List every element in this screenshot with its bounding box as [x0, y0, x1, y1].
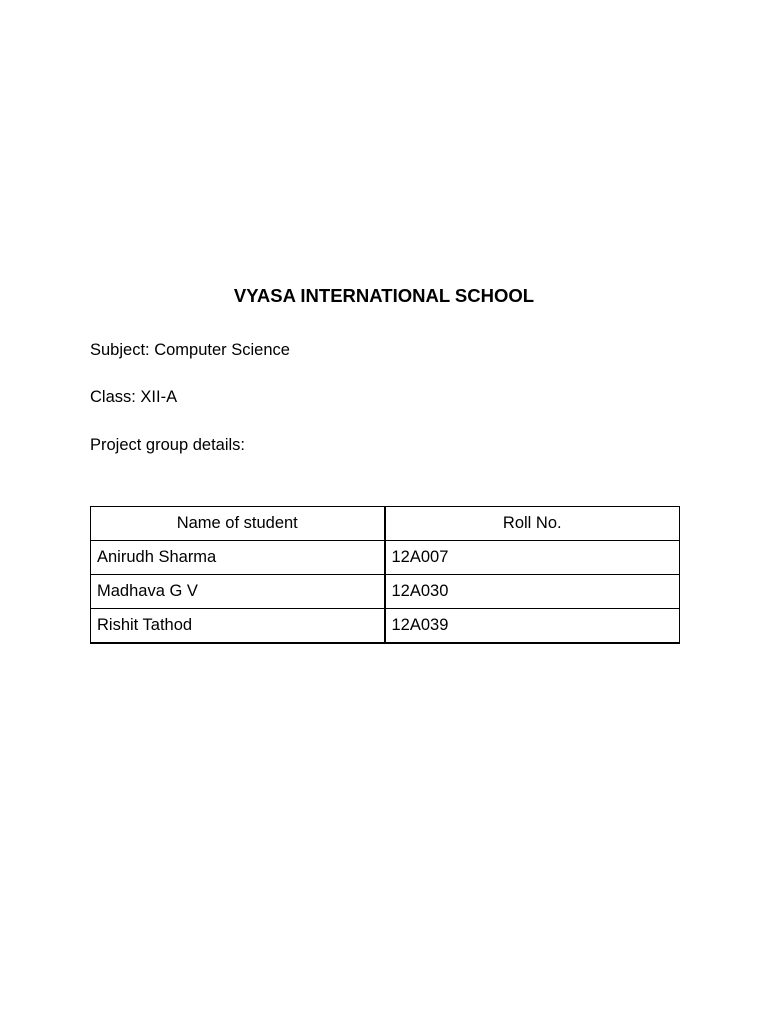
roll-number-cell: 12A007: [385, 541, 680, 575]
table-row: [91, 575, 680, 609]
table-row: [91, 609, 680, 643]
table-row: [91, 541, 680, 575]
student-name-cell: Anirudh Sharma: [91, 541, 385, 575]
column-header-roll: Roll No.: [385, 507, 680, 541]
class-line: Class: XII-A: [90, 388, 178, 406]
student-name-cell: Madhava G V: [91, 575, 385, 609]
project-group-table: [90, 506, 680, 644]
column-header-name: Name of student: [91, 507, 385, 541]
school-title: VYASA INTERNATIONAL SCHOOL: [233, 285, 535, 306]
roll-number-cell: 12A039: [385, 609, 680, 643]
project-group-heading: Project group details:: [90, 436, 246, 454]
student-name-cell: Rishit Tathod: [91, 609, 385, 643]
table-header-row: [91, 507, 680, 541]
subject-line: Subject: Computer Science: [90, 341, 290, 359]
roll-number-cell: 12A030: [385, 575, 680, 609]
